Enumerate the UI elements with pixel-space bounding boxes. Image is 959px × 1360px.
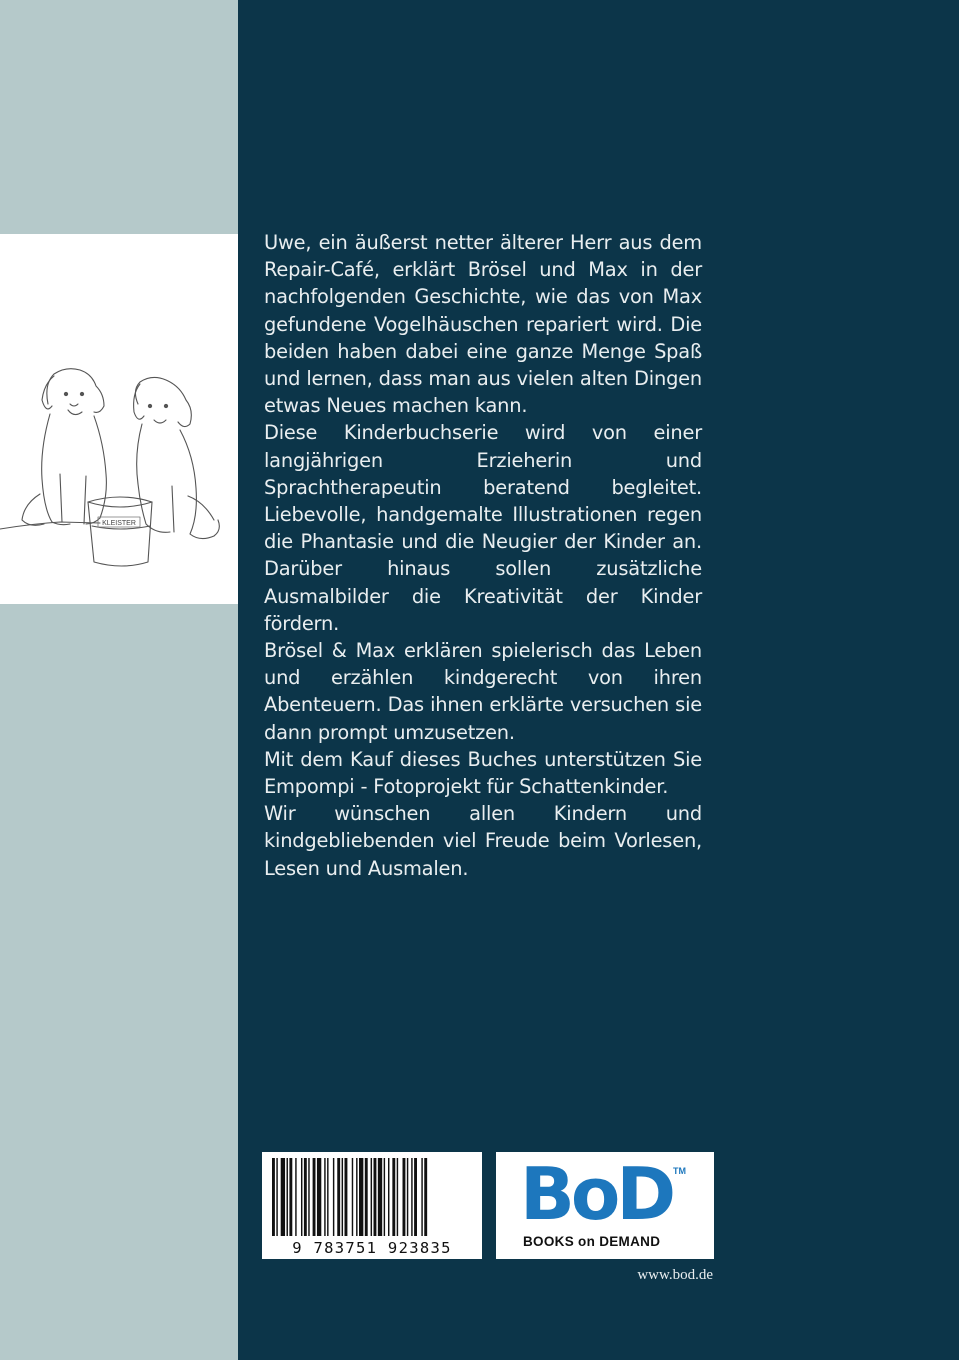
back-cover-blurb — [264, 229, 702, 882]
publisher-tagline: BOOKS on DEMAND — [523, 1234, 661, 1249]
blurb-paragraph: Wir wünschen allen Kindern und kindgebliebenden viel Freude beim Vorlesen, Lesen und Ausmalen. — [264, 802, 702, 880]
blurb-paragraph: Mit dem Kauf dieses Buches unterstützen Sie Empompi - Fotoprojekt für Schattenkinder. — [264, 747, 702, 799]
isbn-barcode — [262, 1152, 482, 1259]
blurb-paragraph: Diese Kinderbuchserie wird von einer langjährigen Erzieherin und Sprachtherapeutin beratend begleitet. Liebevolle, handgemalte Illustrationen regen die Phantasie und die Neugier der Kinder an. Darüber hinaus sollen zusätzliche Ausmalbilder die Kreativität der Kinder fördern. — [264, 421, 702, 635]
blurb-paragraph: Brösel & Max erklären spielerisch das Leben und erzählen kindgerecht von ihren Abenteuern. Das ihnen erklärte versuchen sie dann prompt umzusetzen. — [264, 639, 702, 744]
bucket-label: KLEISTER — [102, 520, 136, 527]
trademark-mark: TM — [673, 1166, 686, 1176]
barcode-bars — [270, 1158, 474, 1236]
isbn-number: 9 783751 923835 — [292, 1239, 452, 1257]
dogs-illustration — [0, 234, 238, 604]
publisher-url: www.bod.de — [637, 1267, 713, 1283]
left-color-band — [0, 0, 238, 1360]
publisher-logo-box — [496, 1152, 714, 1259]
bod-logo: BoD — [520, 1152, 673, 1236]
blurb-paragraph: Uwe, ein äußerst netter älterer Herr aus dem Repair-Café, erklärt Brösel und Max in der nachfolgenden Geschichte, wie das von Max gefundene Vogelhäuschen repariert wird. Die beiden haben dabei eine ganze Menge Spaß und lernen, dass man aus vielen alten Dingen etwas Neues machen kann. — [264, 231, 702, 418]
